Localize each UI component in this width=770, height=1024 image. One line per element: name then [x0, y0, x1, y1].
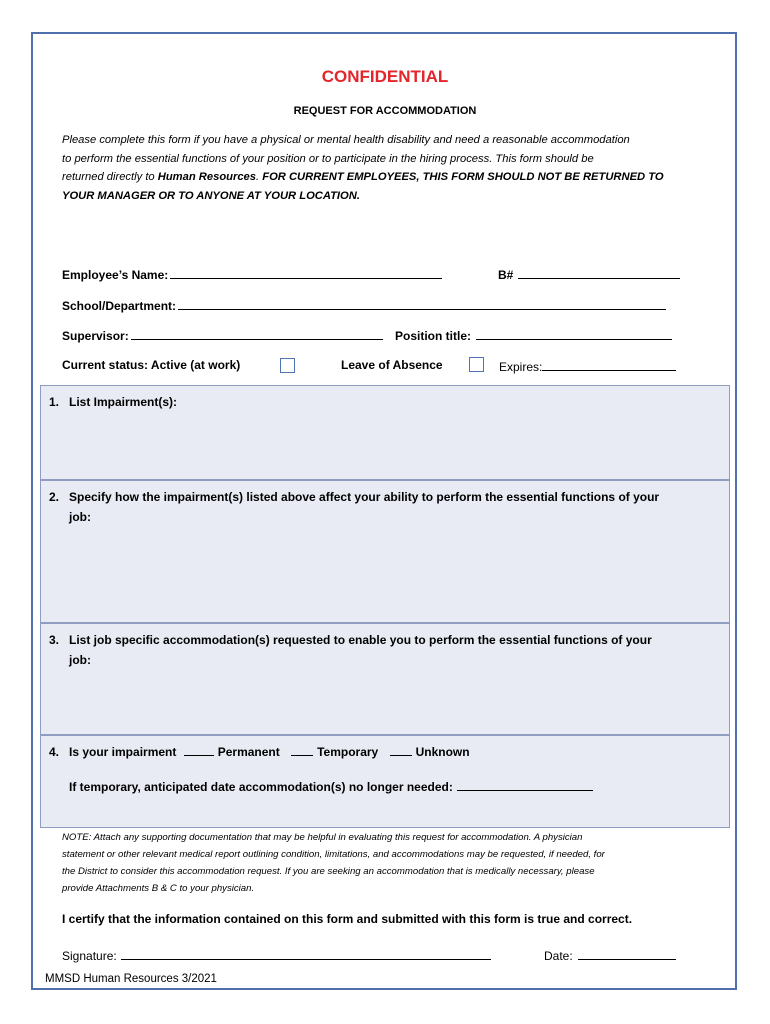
position-title-input[interactable] [476, 327, 672, 340]
expires-field [499, 358, 676, 374]
date-input[interactable] [578, 947, 676, 960]
temporary-date-label: If temporary, anticipated date accommodation(s) no longer needed: [69, 780, 453, 794]
intro-paragraph [62, 131, 712, 205]
temporary-blank[interactable] [291, 743, 313, 756]
section-impairment-duration [40, 735, 730, 828]
footer-revision: MMSD Human Resources 3/2021 [45, 973, 217, 985]
employee-name-field [62, 266, 442, 282]
section-number: 3. [49, 633, 60, 647]
supervisor-field [62, 327, 383, 343]
section-4-prompt [49, 742, 721, 762]
expires-input[interactable] [542, 358, 676, 371]
section-accommodations-requested[interactable] [40, 623, 730, 735]
permanent-blank[interactable] [184, 743, 214, 756]
signature-field [62, 947, 491, 963]
permanent-option: Permanent [217, 745, 280, 759]
intro-line [62, 187, 712, 206]
temporary-date-input[interactable] [457, 778, 593, 791]
date-field [544, 947, 676, 963]
supervisor-input[interactable] [131, 327, 383, 340]
position-title-label: Position title: [395, 329, 471, 343]
position-title-field [395, 327, 672, 343]
signature-label: Signature: [62, 949, 117, 963]
section-3-prompt [49, 630, 721, 670]
school-department-label: School/Department: [62, 299, 177, 313]
section-question: List Impairment(s): [69, 395, 178, 409]
intro-text: returned directly to [62, 171, 158, 184]
intro-hr-emphasis: Human Resources [157, 171, 257, 184]
intro-warning: YOUR MANAGER OR TO ANYONE AT YOUR LOCATION. [62, 189, 360, 202]
intro-line: Please complete this form if you have a physical or mental health disability and need a reasonable accommodation [62, 134, 630, 146]
note-line: provide Attachments B & C to your physician. [62, 883, 255, 894]
active-checkbox[interactable] [280, 358, 295, 373]
b-number-input[interactable] [518, 266, 680, 279]
section-question: Is your impairment [69, 745, 177, 759]
section-1-prompt [49, 392, 721, 412]
section-impairments[interactable] [40, 385, 730, 480]
employee-name-label: Employee’s Name: [62, 268, 169, 282]
note-line: the District to consider this accommodation request. If you are seeking an accommodation that is medically necessary, please [62, 866, 595, 877]
form-title: CONFIDENTIAL [321, 67, 449, 86]
note-line: statement or other relevant medical report outlining condition, limitations, and accommodations may be requested, if needed, for [62, 849, 605, 860]
certification-statement: I certify that the information contained on this form and submitted with this form is true and correct. [62, 912, 633, 926]
signature-input[interactable] [121, 947, 491, 960]
section-impairment-effect[interactable] [40, 480, 730, 623]
section-question: Specify how the impairment(s) listed above affect your ability to perform the essential functions of your [69, 490, 660, 504]
section-question-cont: job: [69, 510, 91, 524]
expires-label: Expires: [499, 360, 543, 374]
section-2-prompt [49, 487, 721, 527]
school-department-field [62, 297, 666, 313]
section-number: 1. [49, 395, 60, 409]
employee-name-input[interactable] [170, 266, 442, 279]
school-department-input[interactable] [178, 297, 666, 310]
section-question: List job specific accommodation(s) requested to enable you to perform the essential functions of your [69, 633, 652, 647]
unknown-blank[interactable] [390, 743, 412, 756]
b-number-label: B# [498, 268, 514, 282]
temporary-date-field [69, 778, 593, 794]
leave-of-absence-checkbox[interactable] [469, 357, 484, 372]
unknown-option: Unknown [415, 745, 470, 759]
leave-of-absence-label: Leave of Absence [341, 358, 443, 372]
note-paragraph [62, 829, 728, 897]
temporary-option: Temporary [317, 745, 379, 759]
b-number-field [498, 266, 680, 282]
intro-text: . [256, 171, 263, 184]
intro-line [62, 168, 712, 187]
intro-line: to perform the essential functions of your position or to participate in the hiring process. This form should be [62, 152, 594, 165]
supervisor-label: Supervisor: [62, 329, 129, 343]
note-line: NOTE: Attach any supporting documentation that may be helpful in evaluating this request for accommodation. A physician [62, 832, 583, 843]
intro-warning: FOR CURRENT EMPLOYEES, THIS FORM SHOULD NOT BE RETURNED TO [262, 171, 664, 184]
section-question-cont: job: [69, 653, 91, 667]
date-label: Date: [544, 949, 573, 963]
section-number: 2. [49, 490, 60, 504]
current-status-label: Current status: Active (at work) [62, 358, 241, 372]
section-number: 4. [49, 745, 60, 759]
form-subtitle: REQUEST FOR ACCOMMODATION [293, 105, 477, 117]
